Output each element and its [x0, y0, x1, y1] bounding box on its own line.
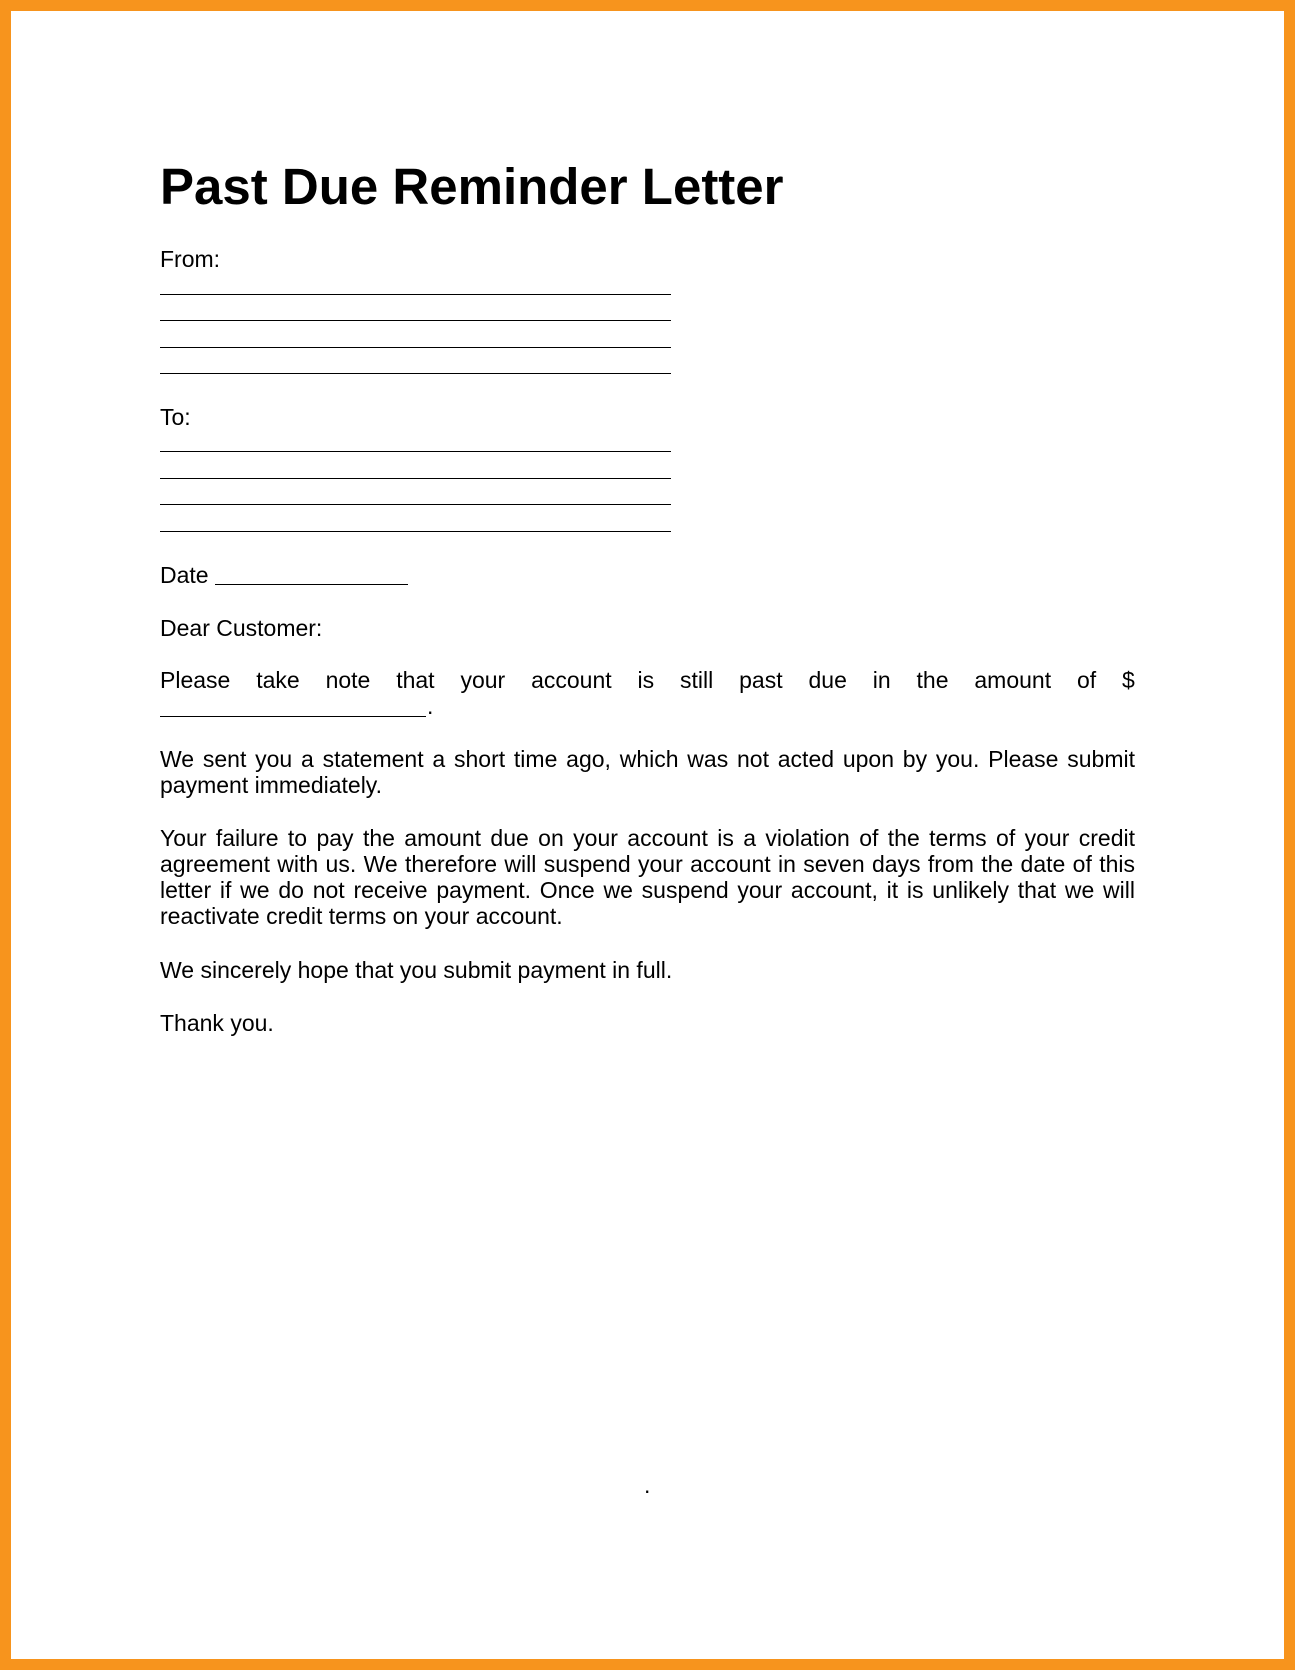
paragraph-hope: We sincerely hope that you submit payment in full. [160, 957, 673, 983]
dollar-sign: $ [1122, 667, 1135, 693]
closing: Thank you. [160, 1010, 274, 1036]
from-line-3[interactable] [160, 347, 671, 348]
p1-word: past [739, 667, 783, 693]
to-line-1[interactable] [160, 451, 671, 452]
from-label: From: [160, 246, 221, 272]
p1-word: still [680, 667, 714, 693]
p1-word: note [325, 667, 371, 693]
p1-word: due [808, 667, 847, 693]
amount-line[interactable] [160, 716, 426, 717]
p1-word: account [531, 667, 612, 693]
to-label: To: [160, 404, 191, 430]
to-line-2[interactable] [160, 478, 671, 479]
p1-word: your [460, 667, 506, 693]
p1-word: is [637, 667, 655, 693]
p1-word: Please [160, 667, 231, 693]
amount-period: . [427, 693, 434, 719]
p1-word: that [396, 667, 435, 693]
from-line-1[interactable] [160, 294, 671, 295]
salutation: Dear Customer: [160, 615, 323, 641]
to-line-3[interactable] [160, 504, 671, 505]
p1-word: the [916, 667, 949, 693]
from-line-2[interactable] [160, 320, 671, 321]
to-line-4[interactable] [160, 531, 671, 532]
paragraph-violation: Your failure to pay the amount due on your account is a violation of the terms of your credit agreement with us. We therefore will suspend your account in seven days from the date of this letter if we do not receive payment. Once we suspend your account, it is unlikely that we will reactivate credit terms on your account. [160, 825, 1135, 929]
p1-word: take [256, 667, 300, 693]
date-line[interactable] [215, 584, 408, 585]
paragraph-statement: We sent you a statement a short time ago, which was not acted upon by you. Please submit payment immediately. [160, 746, 1135, 798]
p1-word: amount [974, 667, 1052, 693]
page-title: Past Due Reminder Letter [160, 158, 784, 215]
from-line-4[interactable] [160, 373, 671, 374]
p1-word: of [1076, 667, 1097, 693]
paragraph-amount-due [160, 667, 1135, 693]
p1-word: in [872, 667, 891, 693]
footer-mark: . [644, 1472, 651, 1498]
date-label: Date [160, 562, 209, 588]
